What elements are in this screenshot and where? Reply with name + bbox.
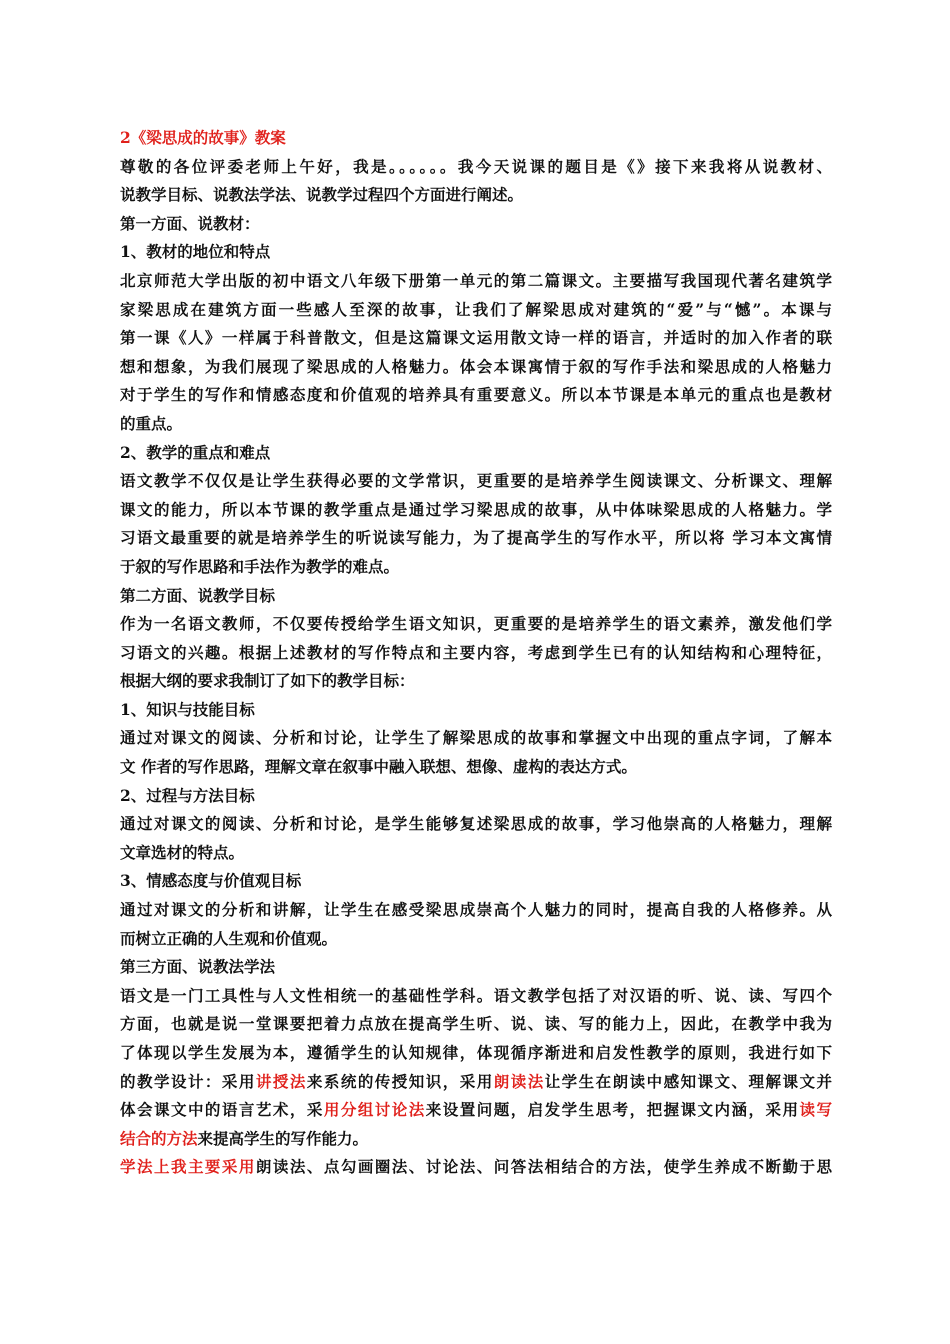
text-line: [120, 1068, 832, 1097]
text-segment: 家梁思成在建筑方面一些感人至深的故事，让我们了解梁思成对建筑的“爱”与“憾”。本课与: [120, 299, 832, 319]
text-line: [120, 1010, 832, 1039]
text-segment: 通过对课文的阅读、分析和讨论，是学生能够复述梁思成的故事，学习他崇高的人格魅力，理解: [120, 814, 832, 834]
document-title: 2《梁思成的故事》教案: [120, 128, 286, 147]
text-line: [120, 238, 832, 267]
text-line: [120, 696, 832, 725]
text-segment: 的重点。: [120, 413, 183, 433]
text-line: [120, 925, 832, 954]
text-line: [120, 1125, 832, 1154]
text-segment: 1、教材的地位和特点: [120, 242, 271, 262]
text-segment: 第一课《人》一样属于科普散文，但是这篇课文运用散文诗一样的语言，并适时的加入作者的联: [120, 328, 832, 348]
text-segment: 来设置问题，启发学生思考，把握课文内涵，采用: [425, 1100, 800, 1120]
text-line: [120, 610, 832, 639]
text-segment: 第三方面、说教法学法: [120, 957, 276, 977]
text-segment: 第二方面、说教学目标: [120, 585, 276, 605]
text-line: [120, 896, 832, 925]
text-segment: 通过对课文的分析和讲解，让学生在感受梁思成崇高个人魅力的同时，提高自我的人格修养。从: [120, 900, 832, 920]
text-line: [120, 724, 832, 753]
text-line: [120, 1096, 832, 1125]
text-segment: 尊敬的各位评委老师上午好，我是。。。。。。我今天说课的题目是《》接下来我将从说教材、: [120, 156, 832, 176]
highlighted-text: 学法上我主要采用: [120, 1157, 256, 1177]
text-segment: 2、教学的重点和难点: [120, 442, 271, 462]
text-segment: 根据大纲的要求我制订了如下的教学目标：: [120, 671, 415, 691]
text-line: [120, 953, 832, 982]
text-segment: 想和想象，为我们展现了梁思成的人格魅力。体会本课寓情于叙的写作手法和梁思成的人格魅力: [120, 356, 832, 376]
text-line: [120, 1039, 832, 1068]
text-segment: 来提高学生的写作能力。: [197, 1128, 369, 1148]
text-segment: 方面，也就是说一堂课要把着力点放在提高学生听、说、读、写的能力上，因此，在教学中我为: [120, 1014, 832, 1034]
text-segment: 文 作者的写作思路，理解文章在叙事中融入联想、想像、虚构的表达方式。: [120, 757, 637, 777]
text-segment: 说教学目标、说教法学法、说教学过程四个方面进行阐述。: [120, 185, 524, 205]
text-segment: 朗读法、点勾画圈法、讨论法、问答法相结合的方法，使学生养成不断勤于思: [255, 1157, 832, 1177]
text-line: [120, 810, 832, 839]
text-segment: 体会课文中的语言艺术，采: [120, 1100, 324, 1120]
text-segment: 课文的能力，所以本节课的教学重点是通过学习梁思成的故事，从中体味梁思成的人格魅力。学: [120, 499, 832, 519]
highlighted-text: 讲授法: [255, 1071, 307, 1091]
text-line: [120, 839, 832, 868]
text-segment: 1、知识与技能目标: [120, 699, 255, 719]
paragraph-lines: [120, 153, 832, 1182]
text-line: [120, 353, 832, 382]
text-segment: 2、过程与方法目标: [120, 785, 255, 805]
text-line: [120, 753, 832, 782]
text-line: [120, 181, 832, 210]
text-segment: 语文是一门工具性与人文性相统一的基础性学科。语文教学包括了对汉语的听、说、读、写四个: [120, 985, 832, 1005]
highlighted-text: 用分组讨论法: [323, 1100, 426, 1120]
highlighted-text: 读写: [799, 1100, 832, 1120]
text-line: [120, 210, 832, 239]
text-segment: 习语文的兴趣。根据上述教材的写作特点和主要内容，考虑到学生已有的认知结构和心理特征，: [120, 642, 832, 662]
text-segment: 对于学生的写作和情感态度和价值观的培养具有重要意义。所以本节课是本单元的重点也是教材: [120, 385, 832, 405]
text-line: [120, 296, 832, 325]
text-segment: 让学生在朗读中感知课文、理解课文并: [544, 1071, 832, 1091]
text-line: [120, 782, 832, 811]
text-segment: 北京师范大学出版的初中语文八年级下册第一单元的第二篇课文。主要描写我国现代著名建筑学: [120, 270, 832, 290]
text-line: [120, 496, 832, 525]
text-line: [120, 553, 832, 582]
text-line: [120, 324, 832, 353]
text-line: [120, 582, 832, 611]
text-line: [120, 639, 832, 668]
text-segment: 第一方面、说教材：: [120, 213, 260, 233]
text-line: [120, 410, 832, 439]
text-line: [120, 867, 832, 896]
text-line: [120, 982, 832, 1011]
text-line: [120, 667, 832, 696]
text-segment: 文章选材的特点。: [120, 842, 245, 862]
text-line: [120, 153, 832, 182]
text-segment: 来系统的传授知识，采用: [306, 1071, 494, 1091]
text-line: [120, 381, 832, 410]
text-line: [120, 524, 832, 553]
text-segment: 习语文最重要的就是培养学生的听说读写能力，为了提高学生的写作水平，所以将 学习本文寓情: [120, 528, 832, 548]
text-segment: 的教学设计：采用: [120, 1071, 256, 1091]
text-line: [120, 467, 832, 496]
text-segment: 作为一名语文教师，不仅要传授给学生语文知识，更重要的是培养学生的语文素养，激发他们学: [120, 614, 832, 634]
text-segment: 于叙的写作思路和手法作为教学的难点。: [120, 556, 400, 576]
text-segment: 而树立正确的人生观和价值观。: [120, 928, 338, 948]
text-line: [120, 439, 832, 468]
text-segment: 语文教学不仅仅是让学生获得必要的文学常识，更重要的是培养学生阅读课文、分析课文、理解: [120, 471, 832, 491]
highlighted-text: 朗读法: [493, 1071, 545, 1091]
text-segment: 3、情感态度与价值观目标: [120, 871, 302, 891]
document-body: [120, 124, 832, 1182]
text-segment: 通过对课文的阅读、分析和讨论，让学生了解梁思成的故事和掌握文中出现的重点字词，了解本: [120, 728, 832, 748]
text-segment: 了体现以学生发展为本，遵循学生的认知规律，体现循序渐进和启发性教学的原则，我进行如下: [120, 1043, 832, 1062]
text-line: [120, 267, 832, 296]
highlighted-text: 结合的方法: [120, 1128, 198, 1148]
text-line: [120, 1153, 832, 1182]
